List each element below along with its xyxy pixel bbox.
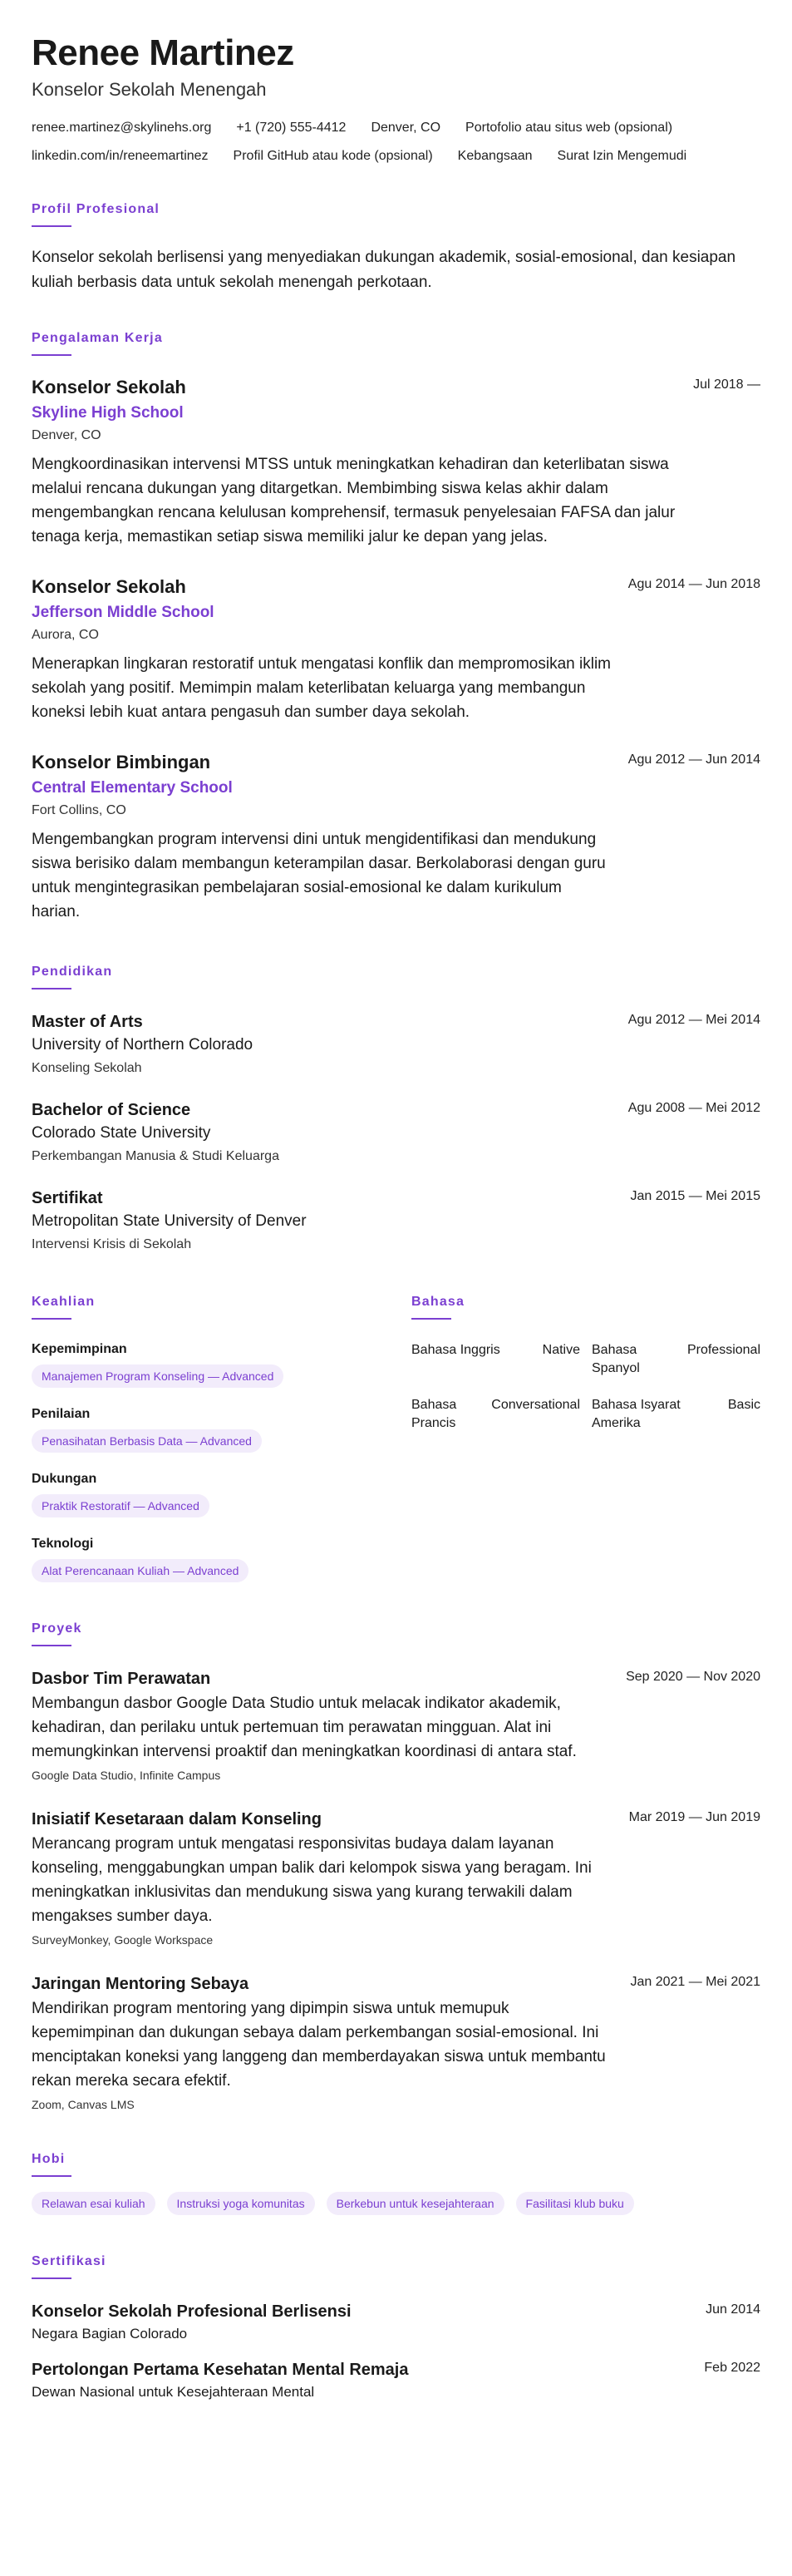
section-divider [32, 1318, 71, 1320]
project-description: Mendirikan program mentoring yang dipimpin siswa untuk memupuk kepemimpinan dan dukungan sebaya dalam perkembangan sosial-emosional. Ini menciptakan koneksi yang langgeng dan memberdayakan siswa untuk membantu rekan mereka secara efektif. [32, 2000, 606, 2090]
education-date: Jan 2015 — Mei 2015 [630, 1189, 760, 1203]
job-description: Mengkoordinasikan intervensi MTSS untuk meningkatkan kehadiran dan keterlibatan siswa melalui rencana dukungan yang ditargetkan. Membimbing siswa kelas akhir dalam mengembangkan rencana kelulusan komprehensif, termasuk penyelesaian FAFSA dan jalur tenaga kerja, memastikan setiap siswa memiliki jalur ke depan yang jelas. [32, 456, 676, 545]
education-entry [32, 1099, 760, 1166]
education-field: Konseling Sekolah [32, 1061, 142, 1075]
experience-section [32, 330, 760, 924]
section-title: Bahasa [411, 1295, 465, 1309]
headline: Konselor Sekolah Menengah [32, 79, 267, 100]
resume-header [32, 32, 760, 165]
job-date: Agu 2012 — Jun 2014 [627, 753, 760, 767]
section-title: Pendidikan [32, 965, 113, 979]
person-name: Renee Martinez [32, 32, 294, 73]
hobbies-section [32, 2151, 760, 2215]
job-date: Jul 2018 — [693, 378, 760, 392]
job-entry [32, 376, 760, 549]
section-divider [32, 2175, 71, 2177]
skill-category: Penilaian [32, 1407, 91, 1421]
projects-list [32, 1668, 760, 2113]
language-item [411, 1341, 580, 1378]
contact-license: Surat Izin Mengemudi [557, 149, 687, 163]
contact-location: Denver, CO [371, 121, 441, 135]
certifications-list [32, 2301, 760, 2402]
education-degree: Bachelor of Science [32, 1101, 191, 1119]
hobby-chip: Instruksi yoga komunitas [167, 2192, 315, 2215]
section-title: Pengalaman Kerja [32, 331, 163, 345]
contact-list [32, 120, 760, 165]
education-entry [32, 1187, 760, 1254]
education-school: Colorado State University [32, 1124, 211, 1142]
education-degree: Master of Arts [32, 1013, 143, 1031]
certification-name: Konselor Sekolah Profesional Berlisensi [32, 2302, 352, 2321]
education-field: Perkembangan Manusia & Studi Keluarga [32, 1149, 279, 1163]
project-name: Inisiatif Kesetaraan dalam Konseling [32, 1810, 322, 1828]
certification-entry [32, 2359, 760, 2402]
skills-list [32, 1341, 381, 1582]
language-name: Bahasa Isyarat Amerika [592, 1398, 681, 1430]
job-date: Agu 2014 — Jun 2018 [627, 577, 760, 591]
certification-name: Pertolongan Pertama Kesehatan Mental Remaja [32, 2361, 409, 2379]
job-entry [32, 751, 760, 924]
project-tech: Google Data Studio, Infinite Campus [32, 1769, 221, 1782]
section-title: Profil Profesional [32, 202, 160, 216]
language-item [411, 1396, 580, 1433]
project-entry [32, 1973, 760, 2113]
job-location: Fort Collins, CO [32, 803, 126, 817]
hobbies-list [32, 2192, 760, 2215]
contact-github[interactable]: Profil GitHub atau kode (opsional) [233, 149, 433, 163]
skills-languages-row [32, 1294, 760, 1582]
skill-category: Kepemimpinan [32, 1342, 127, 1356]
skill-chip: Manajemen Program Konseling — Advanced [32, 1364, 283, 1388]
job-title: Konselor Bimbingan [32, 752, 211, 772]
language-level: Conversational [491, 1398, 580, 1412]
project-name: Jaringan Mentoring Sebaya [32, 1975, 249, 1993]
experience-list [32, 376, 760, 924]
project-description: Membangun dasbor Google Data Studio untuk melacak indikator akademik, kehadiran, dan perilaku untuk pertemuan tim perawatan mingguan. Alat ini memungkinkan intervensi proaktif dan meningkatkan koordinasi di antara staf. [32, 1695, 577, 1760]
languages-list [411, 1341, 760, 1433]
education-school: Metropolitan State University of Denver [32, 1212, 307, 1230]
section-divider [32, 1645, 71, 1646]
project-description: Merancang program untuk mengatasi responsivitas budaya dalam layanan konseling, menggabungkan umpan balik dari kelompok siswa yang beragam. Ini meningkatkan inklusivitas dan mendukung siswa yang kurang terwakili dalam mengakses sumber daya. [32, 1835, 592, 1925]
skills-section [32, 1294, 381, 1582]
education-date: Agu 2012 — Mei 2014 [627, 1013, 760, 1027]
language-name: Bahasa Spanyol [592, 1343, 640, 1375]
certification-entry [32, 2301, 760, 2344]
skill-chip: Alat Perencanaan Kuliah — Advanced [32, 1559, 248, 1582]
language-level: Native [542, 1343, 580, 1357]
project-date: Mar 2019 — Jun 2019 [628, 1810, 760, 1824]
project-entry [32, 1809, 760, 1948]
skill-group [32, 1536, 381, 1582]
contact-nationality: Kebangsaan [457, 149, 533, 163]
section-divider [32, 225, 71, 227]
hobby-chip: Fasilitasi klub buku [516, 2192, 634, 2215]
profile-summary: Konselor sekolah berlisensi yang menyediakan dukungan akademik, sosial-emosional, dan kesiapan kuliah berbasis data untuk sekolah menengah perkotaan. [32, 249, 736, 291]
language-name: Bahasa Inggris [411, 1343, 500, 1357]
section-title: Hobi [32, 2152, 66, 2166]
languages-section [411, 1294, 760, 1582]
education-field: Intervensi Krisis di Sekolah [32, 1237, 192, 1251]
certifications-section [32, 2253, 760, 2402]
section-divider [32, 2277, 71, 2279]
skill-group [32, 1406, 381, 1471]
contact-portfolio[interactable]: Portofolio atau situs web (opsional) [465, 121, 673, 135]
skill-category: Dukungan [32, 1472, 97, 1486]
section-divider [32, 988, 71, 989]
section-title: Proyek [32, 1621, 82, 1636]
projects-section [32, 1621, 760, 2113]
language-level: Professional [686, 1343, 760, 1357]
section-title: Keahlian [32, 1295, 96, 1309]
hobby-chip: Berkebun untuk kesejahteraan [327, 2192, 504, 2215]
certification-date: Feb 2022 [704, 2361, 760, 2375]
project-date: Jan 2021 — Mei 2021 [630, 1975, 760, 1989]
project-entry [32, 1668, 760, 1784]
section-divider [32, 354, 71, 356]
language-item [592, 1396, 760, 1433]
language-level: Basic [727, 1398, 760, 1412]
project-date: Sep 2020 — Nov 2020 [626, 1670, 760, 1684]
job-location: Denver, CO [32, 428, 101, 442]
education-date: Agu 2008 — Mei 2012 [627, 1101, 760, 1115]
contact-email[interactable]: renee.martinez@skylinehs.org [32, 121, 212, 135]
education-degree: Sertifikat [32, 1189, 103, 1207]
education-list [32, 1011, 760, 1254]
skill-chip: Praktik Restoratif — Advanced [32, 1494, 209, 1517]
section-divider [411, 1318, 451, 1320]
certification-date: Jun 2014 [706, 2302, 760, 2317]
project-name: Dasbor Tim Perawatan [32, 1670, 211, 1688]
project-tech: SurveyMonkey, Google Workspace [32, 1933, 214, 1947]
certification-issuer: Negara Bagian Colorado [32, 2326, 188, 2342]
job-description: Mengembangkan program intervensi dini untuk mengidentifikasi dan mendukung siswa berisiko dalam membangun keterampilan dasar. Berkolaborasi dengan guru untuk mengintegrasikan pembelajaran sosial-emosional ke dalam kurikulum harian. [32, 831, 606, 920]
education-school: University of Northern Colorado [32, 1036, 253, 1054]
profile-section [32, 201, 760, 295]
skill-group [32, 1341, 381, 1406]
contact-linkedin[interactable]: linkedin.com/in/reneemartinez [32, 149, 209, 163]
job-description: Menerapkan lingkaran restoratif untuk mengatasi konflik dan mempromosikan iklim sekolah yang positif. Memimpin malam keterlibatan keluarga yang membangun koneksi lebih kuat antara pengasuh dan sumber daya sekolah. [32, 655, 611, 721]
job-entry [32, 575, 760, 724]
job-company: Jefferson Middle School [32, 604, 214, 621]
certification-issuer: Dewan Nasional untuk Kesejahteraan Mental [32, 2384, 315, 2400]
skill-chip: Penasihatan Berbasis Data — Advanced [32, 1429, 262, 1453]
contact-phone[interactable]: +1 (720) 555-4412 [236, 121, 347, 135]
job-location: Aurora, CO [32, 628, 99, 642]
language-name: Bahasa Prancis [411, 1398, 457, 1430]
job-title: Konselor Sekolah [32, 576, 186, 597]
job-company: Central Elementary School [32, 779, 233, 797]
job-title: Konselor Sekolah [32, 377, 186, 397]
skill-group [32, 1471, 381, 1536]
section-title: Sertifikasi [32, 2254, 106, 2268]
job-company: Skyline High School [32, 404, 184, 422]
education-section [32, 964, 760, 1254]
language-item [592, 1341, 760, 1378]
skill-category: Teknologi [32, 1537, 94, 1551]
education-entry [32, 1011, 760, 1078]
hobby-chip: Relawan esai kuliah [32, 2192, 155, 2215]
project-tech: Zoom, Canvas LMS [32, 2098, 135, 2111]
